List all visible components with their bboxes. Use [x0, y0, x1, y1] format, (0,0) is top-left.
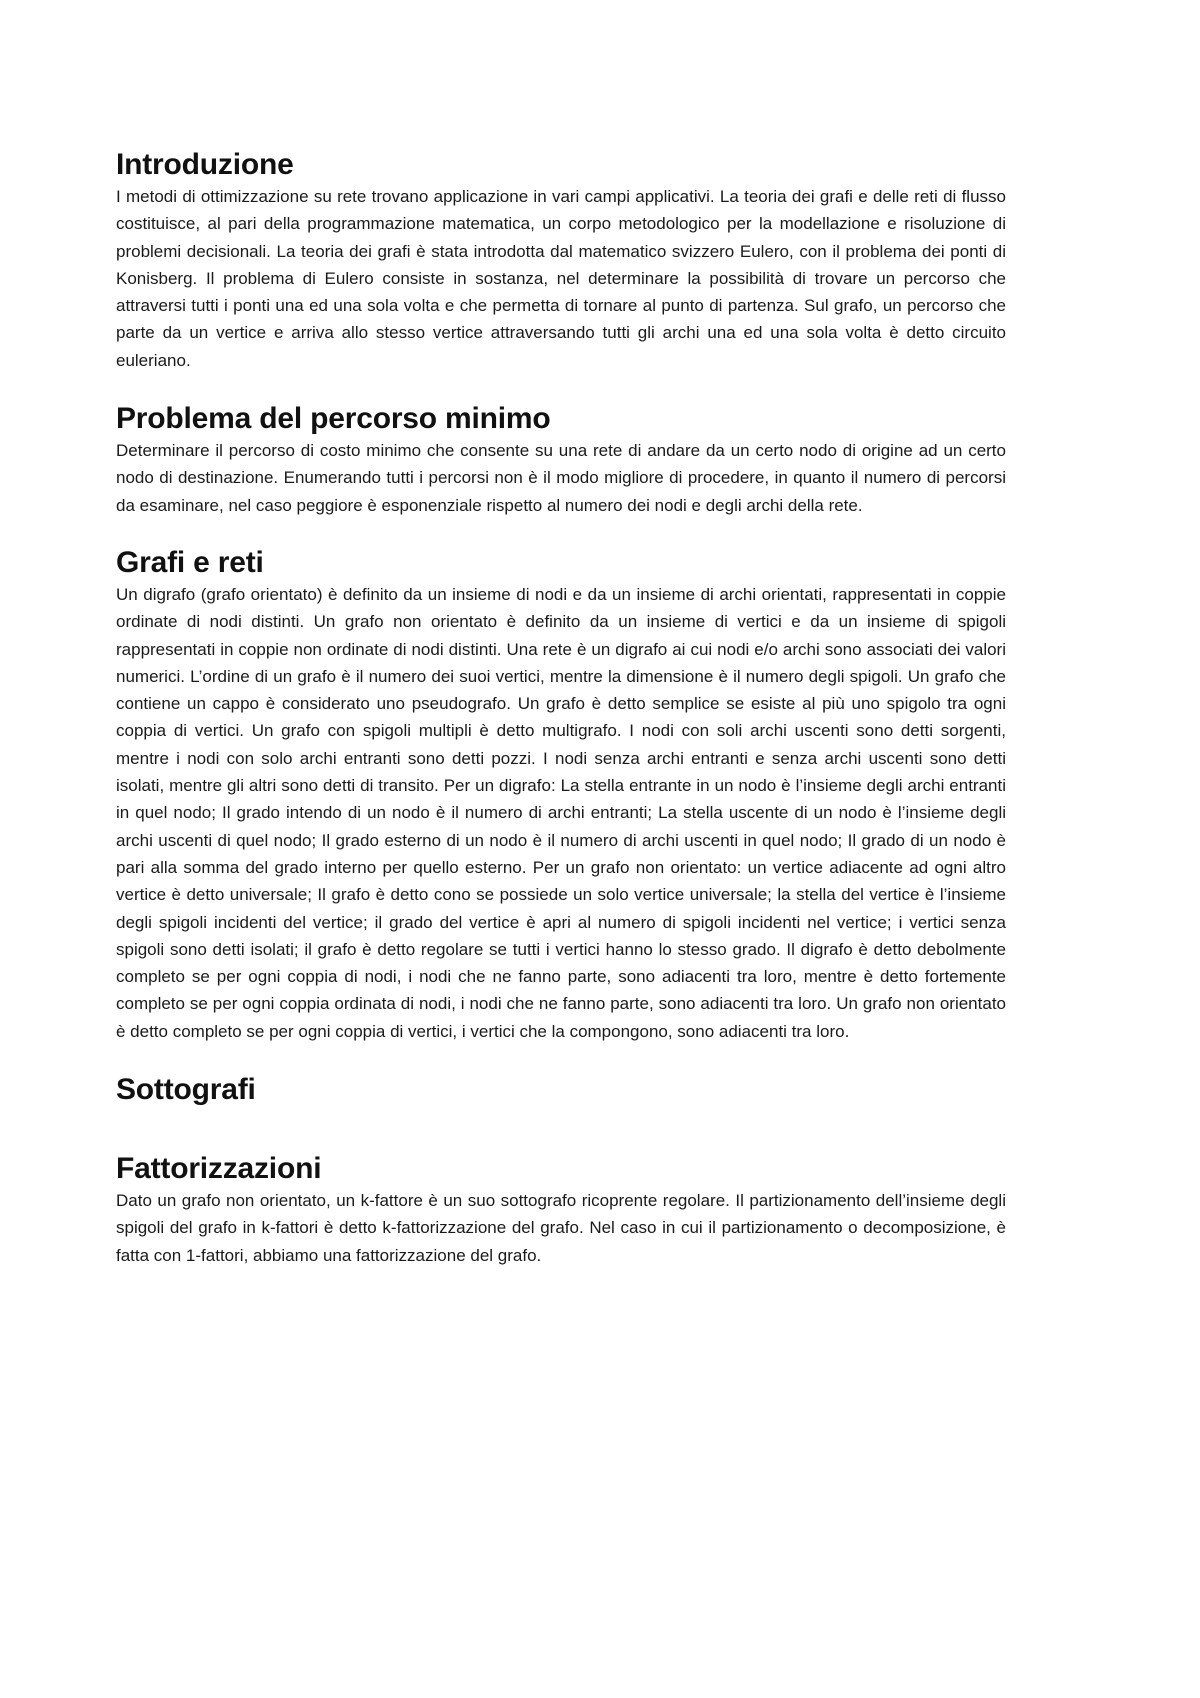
- section-grafi-e-reti: [116, 545, 1006, 1045]
- section-paragraph: Determinare il percorso di costo minimo che consente su una rete di andare da un certo nodo di origine ad un certo nodo di destinazione. Enumerando tutti i percorsi non è il modo migliore di procedere, in quanto il numero di percorsi da esaminare, nel caso peggiore è esponenziale rispetto al numero dei nodi e degli archi della rete.: [116, 441, 1006, 515]
- section-sottografi: [116, 1072, 1006, 1108]
- section-heading: Problema del percorso minimo: [116, 402, 551, 436]
- section-introduzione: [116, 147, 1006, 374]
- section-paragraph: Un digrafo (grafo orientato) è definito da un insieme di nodi e da un insieme di archi orientati, rappresentati in coppie ordinate di nodi distinti. Un grafo non orientato è definito da un insieme di vertici e da un insieme di spigoli rappresentati in coppie non ordinate di nodi distinti. Una rete è un digrafo ai cui nodi e/o archi sono associati dei valori numerici. L’ordine di un grafo è il numero dei suoi vertici, mentre la dimensione è il numero degli spigoli. Un grafo che contiene un cappo è considerato uno pseudografo. Un grafo è detto semplice se esiste al più uno spigolo tra ogni coppia di vertici. Un grafo con spigoli multipli è detto multigrafo. I nodi con soli archi uscenti sono detti sorgenti, mentre i nodi con solo archi entranti sono detti pozzi. I nodi senza archi entranti e senza archi uscenti sono detti isolati, mentre gli altri sono detti di transito. Per un digrafo: La stella entrante in un nodo è l’insieme degli archi entranti in quel nodo; Il grado intendo di un nodo è il numero di archi entranti; La stella uscente di un nodo è l’insieme degli archi uscenti di quel nodo; Il grado esterno di un nodo è il numero di archi uscenti in quel nodo; Il grado di un nodo è pari alla somma del grado interno per quello esterno. Per un grafo non orientato: un vertice adiacente ad ogni altro vertice è detto universale; Il grafo è detto cono se possiede un solo vertice universale; la stella del vertice è l’insieme degli spigoli incidenti del vertice; il grado del vertice è apri al numero di spigoli incidenti nel vertice; i vertici senza spigoli sono detti isolati; il grafo è detto regolare se tutti i vertici hanno lo stesso grado. Il digrafo è detto debolmente completo se per ogni coppia di nodi, i nodi che ne fanno parte, sono adiacenti tra loro, mentre è detto fortemente completo se per ogni coppia ordinata di nodi, i nodi che ne fanno parte, sono adiacenti tra loro. Un grafo non orientato è detto completo se per ogni coppia di vertici, i vertici che la compongono, sono adiacenti tra loro.: [116, 584, 1006, 1041]
- section-problema-percorso-minimo: [116, 401, 1006, 519]
- section-heading: Grafi e reti: [116, 545, 264, 579]
- section-heading: Introduzione: [116, 148, 294, 181]
- section-paragraph: Dato un grafo non orientato, un k-fattore è un suo sottografo ricoprente regolare. Il partizionamento dell’insieme degli spigoli del grafo in k-fattori è detto k-fattorizzazione del grafo. Nel caso in cui il partizionamento o decomposizione, è fatta con 1-fattori, abbiamo una fattorizzazione del grafo.: [116, 1191, 1006, 1265]
- section-heading: Fattorizzazioni: [116, 1152, 322, 1186]
- section-fattorizzazioni: [116, 1151, 1006, 1269]
- section-paragraph: I metodi di ottimizzazione su rete trovano applicazione in vari campi applicativi. La teoria dei grafi e delle reti di flusso costituisce, al pari della programmazione matematica, un corpo metodologico per la modellazione e risoluzione di problemi decisionali. La teoria dei grafi è stata introdotta dal matematico svizzero Eulero, con il problema dei ponti di Konisberg. Il problema di Eulero consiste in sostanza, nel determinare la possibilità di trovare un percorso che attraversi tutti i ponti una ed una sola volta e che permetta di tornare al punto di partenza. Sul grafo, un percorso che parte da un vertice e arriva allo stesso vertice attraversando tutti gli archi una ed una sola volta è detto circuito euleriano.: [116, 187, 1006, 370]
- document-body: [116, 147, 1006, 1269]
- section-heading: Sottografi: [116, 1073, 256, 1107]
